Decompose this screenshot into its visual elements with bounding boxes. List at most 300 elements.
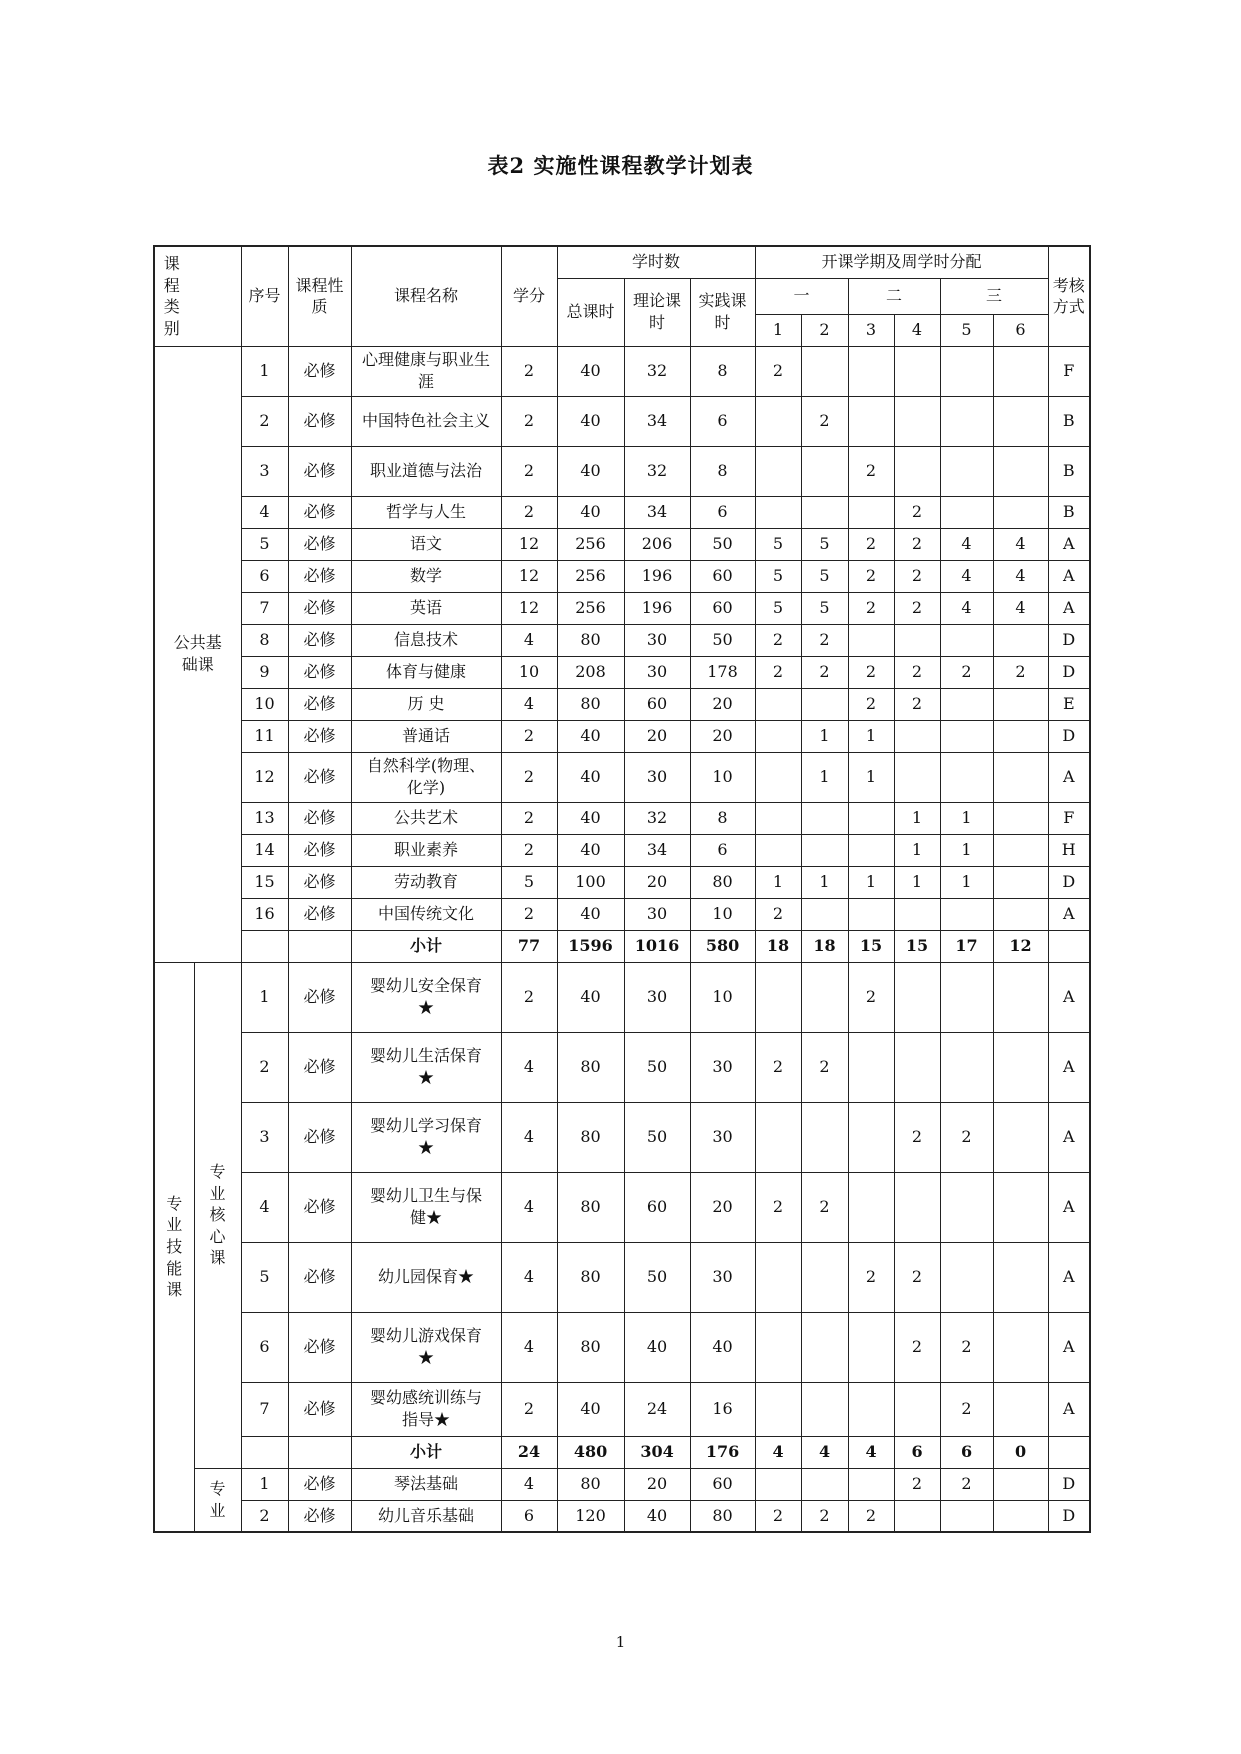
header-name: 课程名称 [351,246,501,346]
t2-cell [801,1312,848,1382]
t4-cell: 15 [894,930,940,962]
t6-cell [993,1172,1048,1242]
theory-cell: 30 [624,752,690,802]
exam-cell: A [1048,898,1090,930]
practice-cell: 6 [690,834,755,866]
seq-cell: 11 [241,720,288,752]
course-name-cell: 历 史 [351,688,501,720]
nature-cell: 必修 [288,752,351,802]
t6-cell: 4 [993,592,1048,624]
credit-cell: 2 [501,962,557,1032]
t5-cell [940,752,993,802]
course-name-cell: 婴幼儿卫生与保健★ [351,1172,501,1242]
t3-cell: 2 [848,1500,894,1532]
nature-cell: 必修 [288,624,351,656]
t3-cell [848,624,894,656]
nature-cell: 必修 [288,656,351,688]
nature-cell: 必修 [288,1172,351,1242]
table-row [154,560,1090,592]
theory-cell: 50 [624,1102,690,1172]
t6-cell [993,1500,1048,1532]
t3-cell: 1 [848,720,894,752]
practice-cell: 40 [690,1312,755,1382]
t2-cell [801,346,848,396]
total-cell: 80 [557,1102,624,1172]
seq-cell: 7 [241,592,288,624]
t1-cell [755,802,801,834]
t2-cell: 5 [801,560,848,592]
t4-cell: 1 [894,802,940,834]
credit-cell: 2 [501,1382,557,1436]
header-row [154,246,1090,278]
nature-cell: 必修 [288,866,351,898]
practice-cell: 20 [690,688,755,720]
course-name-cell: 体育与健康 [351,656,501,688]
table-row [154,1382,1090,1436]
t4-cell [894,396,940,446]
total-cell: 480 [557,1436,624,1468]
t2-cell: 5 [801,528,848,560]
t6-cell [993,802,1048,834]
total-cell: 120 [557,1500,624,1532]
t1-cell: 2 [755,1500,801,1532]
header-term-2: 2 [801,314,848,346]
credit-cell: 4 [501,1468,557,1500]
practice-cell: 20 [690,1172,755,1242]
credit-cell: 2 [501,396,557,446]
t3-cell: 2 [848,688,894,720]
credit-cell: 4 [501,1172,557,1242]
table-row [154,592,1090,624]
page-number: 1 [615,1633,626,1651]
nature-cell: 必修 [288,446,351,496]
theory-cell: 40 [624,1500,690,1532]
t1-cell [755,446,801,496]
nature-cell: 必修 [288,834,351,866]
t2-cell: 2 [801,624,848,656]
total-cell: 40 [557,802,624,834]
t4-cell: 1 [894,866,940,898]
t5-cell [940,396,993,446]
exam-cell [1048,930,1090,962]
t6-cell: 2 [993,656,1048,688]
t5-cell: 2 [940,1102,993,1172]
seq-cell: 9 [241,656,288,688]
t1-cell: 18 [755,930,801,962]
credit-cell: 4 [501,624,557,656]
t5-cell [940,720,993,752]
nature-cell: 必修 [288,592,351,624]
t6-cell [993,396,1048,446]
seq-cell: 2 [241,1032,288,1102]
t5-cell: 1 [940,834,993,866]
credit-cell: 12 [501,560,557,592]
seq-cell [241,1436,288,1468]
header-nature: 课程性质 [288,246,351,346]
t1-cell: 5 [755,528,801,560]
t5-cell: 4 [940,560,993,592]
nature-cell: 必修 [288,1242,351,1312]
nature-cell: 必修 [288,1102,351,1172]
t5-cell [940,1242,993,1312]
t2-cell: 1 [801,752,848,802]
header-total: 总课时 [557,278,624,346]
practice-cell: 10 [690,752,755,802]
t3-cell: 15 [848,930,894,962]
nature-cell: 必修 [288,496,351,528]
exam-cell: A [1048,1312,1090,1382]
nature-cell: 必修 [288,396,351,446]
seq-cell: 13 [241,802,288,834]
t6-cell [993,834,1048,866]
t6-cell: 0 [993,1436,1048,1468]
exam-cell: A [1048,528,1090,560]
nature-cell: 必修 [288,1468,351,1500]
t6-cell: 4 [993,560,1048,592]
nature-cell: 必修 [288,802,351,834]
theory-cell: 196 [624,592,690,624]
t5-cell: 2 [940,1382,993,1436]
theory-cell: 30 [624,898,690,930]
exam-cell [1048,1436,1090,1468]
t6-cell [993,624,1048,656]
t2-cell: 5 [801,592,848,624]
t1-cell [755,496,801,528]
t2-cell: 4 [801,1436,848,1468]
exam-cell: B [1048,496,1090,528]
nature-cell: 必修 [288,962,351,1032]
t5-cell: 1 [940,802,993,834]
total-cell: 100 [557,866,624,898]
header-year-1: 一 [755,278,848,314]
t5-cell: 6 [940,1436,993,1468]
t3-cell [848,496,894,528]
credit-cell: 77 [501,930,557,962]
seq-cell [241,930,288,962]
practice-cell: 16 [690,1382,755,1436]
exam-cell: B [1048,396,1090,446]
course-name-cell: 哲学与人生 [351,496,501,528]
theory-cell: 30 [624,656,690,688]
credit-cell: 4 [501,688,557,720]
t1-cell [755,688,801,720]
table-row [154,688,1090,720]
t1-cell: 2 [755,1172,801,1242]
seq-cell: 6 [241,560,288,592]
t2-cell [801,1242,848,1312]
theory-cell: 34 [624,496,690,528]
t4-cell: 2 [894,1312,940,1382]
total-cell: 40 [557,446,624,496]
subtotal-label: 小计 [351,930,501,962]
t2-cell [801,446,848,496]
credit-cell: 10 [501,656,557,688]
t1-cell [755,834,801,866]
nature-cell: 必修 [288,1500,351,1532]
course-name-cell: 幼儿音乐基础 [351,1500,501,1532]
t5-cell: 1 [940,866,993,898]
subcategory-professional: 专业 [194,1468,241,1532]
theory-cell: 206 [624,528,690,560]
theory-cell: 30 [624,624,690,656]
t1-cell [755,752,801,802]
credit-cell: 4 [501,1242,557,1312]
course-name-cell: 数学 [351,560,501,592]
practice-cell: 10 [690,898,755,930]
t4-cell: 6 [894,1436,940,1468]
exam-cell: F [1048,802,1090,834]
practice-cell: 178 [690,656,755,688]
practice-cell: 8 [690,446,755,496]
t4-cell [894,752,940,802]
header-term-3: 3 [848,314,894,346]
t2-cell [801,834,848,866]
t6-cell [993,1312,1048,1382]
t4-cell [894,1500,940,1532]
t3-cell: 2 [848,656,894,688]
practice-cell: 8 [690,802,755,834]
t1-cell [755,720,801,752]
t2-cell [801,898,848,930]
table-row [154,1102,1090,1172]
t2-cell [801,1102,848,1172]
t5-cell [940,962,993,1032]
theory-cell: 60 [624,1172,690,1242]
practice-cell: 6 [690,396,755,446]
total-cell: 40 [557,496,624,528]
t1-cell [755,1102,801,1172]
credit-cell: 2 [501,496,557,528]
t2-cell: 18 [801,930,848,962]
t4-cell [894,1172,940,1242]
t5-cell [940,446,993,496]
nature-cell [288,1436,351,1468]
exam-cell: A [1048,1242,1090,1312]
t2-cell: 2 [801,396,848,446]
table-row [154,1312,1090,1382]
t4-cell: 1 [894,834,940,866]
t4-cell [894,346,940,396]
practice-cell: 50 [690,528,755,560]
course-name-cell: 婴幼儿安全保育★ [351,962,501,1032]
t6-cell [993,1382,1048,1436]
practice-cell: 30 [690,1102,755,1172]
credit-cell: 2 [501,898,557,930]
t6-cell [993,1242,1048,1312]
total-cell: 256 [557,528,624,560]
credit-cell: 2 [501,752,557,802]
header-semester: 开课学期及周学时分配 [755,246,1048,278]
course-name-cell: 自然科学(物理、化学) [351,752,501,802]
total-cell: 80 [557,1312,624,1382]
t3-cell [848,1312,894,1382]
t1-cell [755,962,801,1032]
t3-cell [848,1102,894,1172]
header-category: 课程类别 [154,246,241,346]
t5-cell [940,688,993,720]
t4-cell: 2 [894,1242,940,1312]
course-name-cell: 公共艺术 [351,802,501,834]
t6-cell [993,720,1048,752]
t4-cell: 2 [894,592,940,624]
seq-cell: 3 [241,446,288,496]
t4-cell [894,1382,940,1436]
category-public-basic: 公共基础课 [154,346,241,962]
t6-cell [993,898,1048,930]
total-cell: 40 [557,752,624,802]
t6-cell [993,688,1048,720]
t1-cell: 5 [755,560,801,592]
seq-cell: 2 [241,1500,288,1532]
exam-cell: A [1048,1102,1090,1172]
category-professional-skill: 专业技能课 [154,962,194,1532]
credit-cell: 12 [501,528,557,560]
nature-cell: 必修 [288,688,351,720]
credit-cell: 4 [501,1102,557,1172]
practice-cell: 80 [690,866,755,898]
theory-cell: 32 [624,346,690,396]
t2-cell: 1 [801,866,848,898]
exam-cell: A [1048,962,1090,1032]
header-theory: 理论课时 [624,278,690,346]
t1-cell: 4 [755,1436,801,1468]
t3-cell: 2 [848,446,894,496]
total-cell: 40 [557,346,624,396]
practice-cell: 30 [690,1032,755,1102]
total-cell: 80 [557,1172,624,1242]
credit-cell: 2 [501,834,557,866]
nature-cell: 必修 [288,560,351,592]
course-name-cell: 职业道德与法治 [351,446,501,496]
practice-cell: 30 [690,1242,755,1312]
page-title: 表2 实施性课程教学计划表 [487,153,754,178]
course-plan-table [153,245,1091,1533]
header-term-1: 1 [755,314,801,346]
t3-cell [848,1032,894,1102]
t3-cell [848,898,894,930]
exam-cell: D [1048,1468,1090,1500]
credit-cell: 4 [501,1312,557,1382]
course-name-cell: 职业素养 [351,834,501,866]
credit-cell: 6 [501,1500,557,1532]
table-row [154,656,1090,688]
exam-cell: A [1048,1032,1090,1102]
total-cell: 40 [557,834,624,866]
course-name-cell: 劳动教育 [351,866,501,898]
nature-cell: 必修 [288,346,351,396]
credit-cell: 2 [501,720,557,752]
theory-cell: 30 [624,962,690,1032]
total-cell: 80 [557,1032,624,1102]
table-row [154,898,1090,930]
t2-cell [801,802,848,834]
t3-cell [848,1172,894,1242]
table-row [154,866,1090,898]
t4-cell: 2 [894,1102,940,1172]
practice-cell: 10 [690,962,755,1032]
nature-cell: 必修 [288,720,351,752]
t6-cell [993,446,1048,496]
t1-cell: 1 [755,866,801,898]
table-row [154,720,1090,752]
course-name-cell: 中国特色社会主义 [351,396,501,446]
practice-cell: 8 [690,346,755,396]
credit-cell: 2 [501,446,557,496]
t1-cell [755,1312,801,1382]
seq-cell: 16 [241,898,288,930]
table-row [154,1032,1090,1102]
credit-cell: 4 [501,1032,557,1102]
t1-cell [755,396,801,446]
exam-cell: A [1048,560,1090,592]
t5-cell [940,496,993,528]
t3-cell: 2 [848,592,894,624]
theory-cell: 40 [624,1312,690,1382]
theory-cell: 24 [624,1382,690,1436]
course-name-cell: 英语 [351,592,501,624]
seq-cell: 1 [241,962,288,1032]
table-row [154,1242,1090,1312]
t2-cell [801,496,848,528]
table-row [154,752,1090,802]
t3-cell [848,1468,894,1500]
seq-cell: 5 [241,1242,288,1312]
seq-cell: 2 [241,396,288,446]
t6-cell [993,496,1048,528]
subtotal-row [154,930,1090,962]
t2-cell: 2 [801,656,848,688]
theory-cell: 196 [624,560,690,592]
t6-cell [993,1102,1048,1172]
table-row [154,528,1090,560]
t5-cell: 4 [940,592,993,624]
nature-cell: 必修 [288,528,351,560]
total-cell: 256 [557,560,624,592]
t1-cell [755,1382,801,1436]
t2-cell [801,1382,848,1436]
header-exam: 考核方式 [1048,246,1090,346]
header-year-3: 三 [940,278,1048,314]
t4-cell [894,1032,940,1102]
t1-cell: 2 [755,898,801,930]
t6-cell [993,962,1048,1032]
nature-cell: 必修 [288,898,351,930]
practice-cell: 60 [690,560,755,592]
practice-cell: 580 [690,930,755,962]
table-row [154,396,1090,446]
t4-cell [894,720,940,752]
t6-cell [993,1468,1048,1500]
theory-cell: 50 [624,1242,690,1312]
subtotal-row [154,1436,1090,1468]
seq-cell: 12 [241,752,288,802]
total-cell: 40 [557,396,624,446]
exam-cell: A [1048,1172,1090,1242]
t1-cell [755,1242,801,1312]
course-name-cell: 婴幼儿生活保育★ [351,1032,501,1102]
header-hours: 学时数 [557,246,755,278]
practice-cell: 20 [690,720,755,752]
total-cell: 80 [557,688,624,720]
practice-cell: 50 [690,624,755,656]
theory-cell: 34 [624,396,690,446]
t4-cell: 2 [894,656,940,688]
nature-cell: 必修 [288,1032,351,1102]
t5-cell [940,1500,993,1532]
t6-cell: 4 [993,528,1048,560]
exam-cell: H [1048,834,1090,866]
seq-cell: 1 [241,1468,288,1500]
